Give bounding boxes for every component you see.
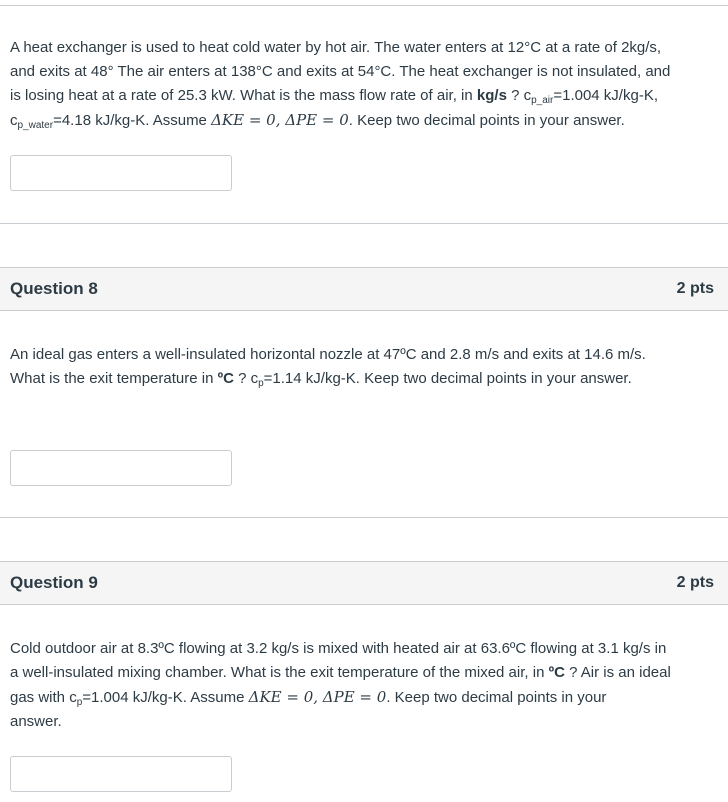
- question-9-text: Cold outdoor air at 8.3ºC flowing at 3.2 kg/s is mixed with heated air at 63.6ºC flowing at 3.1 kg/s in a well-insulated mixing chamber. What is the exit temperature of the mixed air, in ºC ? Air is an ideal gas with $c_p=1.004$ kJ/kg-K. Assume ΔKE = 0, ΔPE = 0. Keep two decimal points in your answer.: [10, 640, 671, 730]
- question-8-points: 2 pts: [676, 280, 714, 297]
- question-7-text: A heat exchanger is used to heat cold water by hot air. The water enters at 12°C at a rate of 2kg/s, and exits at 48° The air enters at 138°C and exits at 54°C. The heat exchanger is not insulated, and is losing heat at a rate of 25.3 kW. What is the mass flow rate of air, in kg/s ? $c_{p\_air}=1.004$ kJ/kg-K, $c_{p\_water}=4.18$ kJ/kg-K. Assume ΔKE = 0, ΔPE = 0. Keep two decimal points in your answer.: [10, 39, 671, 131]
- math-expression: ΔKE = 0, ΔPE = 0: [211, 111, 349, 129]
- question-8-text: An ideal gas enters a well-insulated horizontal nozzle at 47ºC and 2.8 m/s and exits at 14.6 m/s. What is the exit temperature in ºC ? $c_p=1.14$ kJ/kg-K. Keep two decimal points in your answer.: [10, 346, 646, 389]
- question-8-answer-input[interactable]: [10, 450, 232, 486]
- question-8-header: [0, 267, 728, 311]
- question-9-points: 2 pts: [676, 574, 714, 591]
- unit-degc: ºC: [548, 664, 565, 681]
- top-divider: [0, 5, 728, 6]
- math-expression: ΔKE = 0, ΔPE = 0: [248, 688, 387, 706]
- question-7-answer-input[interactable]: [10, 155, 232, 191]
- question-7-divider: [0, 223, 728, 224]
- question-9-title: Question 9: [10, 573, 98, 592]
- question-8-divider: [0, 517, 728, 518]
- question-8-title: Question 8: [10, 279, 98, 298]
- question-9-header: [0, 561, 728, 605]
- unit-degc: ºC: [217, 370, 234, 387]
- question-9-answer-input[interactable]: [10, 756, 232, 792]
- unit-kg-s: kg/s: [476, 87, 507, 104]
